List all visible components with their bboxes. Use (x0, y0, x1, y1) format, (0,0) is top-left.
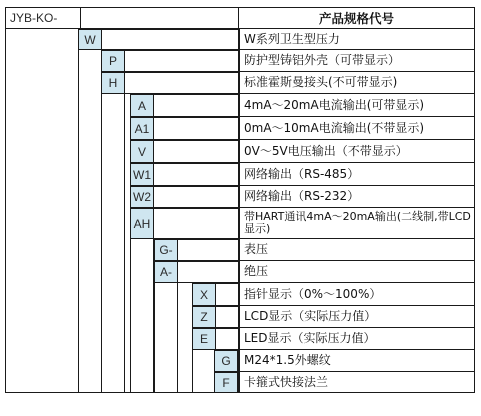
spec-description-cell: 防护型铸铝外壳（可带显示） (239, 50, 475, 72)
spec-code-cell: Z (192, 306, 216, 328)
spec-description-cell: 绝压 (239, 261, 475, 283)
row-indent (5, 350, 215, 372)
column-divider (101, 186, 102, 208)
spec-code-cell: V (130, 140, 154, 163)
row-spacer (216, 283, 239, 306)
table-header-title: 产品规格代号 (239, 7, 475, 29)
column-divider (101, 163, 102, 186)
column-divider (192, 350, 193, 372)
row-spacer (216, 328, 239, 350)
column-divider (124, 328, 125, 350)
spec-code-cell: G (214, 350, 238, 372)
column-divider (78, 372, 79, 393)
spec-description-cell: LCD显示（实际压力值） (239, 306, 475, 328)
column-divider (101, 372, 102, 393)
row-spacer (154, 186, 239, 208)
column-divider (177, 350, 178, 372)
row-indent (5, 117, 131, 140)
spec-description-cell: 指针显示（0%～100%） (239, 283, 475, 306)
row-spacer (154, 94, 239, 117)
row-indent (5, 50, 102, 72)
column-divider (124, 306, 125, 328)
column-divider (78, 50, 79, 72)
column-divider (78, 350, 79, 372)
model-prefix: JYB-KO- (5, 7, 81, 29)
column-divider (177, 283, 178, 306)
column-divider (124, 283, 125, 306)
column-divider (101, 328, 102, 350)
row-spacer (154, 208, 239, 239)
row-indent (5, 261, 155, 283)
spec-description-cell: LED显示（实际压力值） (239, 328, 475, 350)
column-divider (130, 261, 131, 283)
column-divider (154, 350, 155, 372)
column-divider (130, 350, 131, 372)
column-divider (124, 117, 125, 140)
column-divider (177, 328, 178, 350)
column-divider (101, 306, 102, 328)
column-divider (101, 261, 102, 283)
spec-code-cell: A (130, 94, 154, 117)
column-divider (177, 372, 178, 393)
spec-code-cell: W2 (130, 186, 154, 208)
column-divider (78, 283, 79, 306)
column-divider (124, 140, 125, 163)
column-divider (130, 306, 131, 328)
column-divider (154, 306, 155, 328)
row-spacer (178, 239, 239, 261)
row-spacer (216, 306, 239, 328)
spec-description-cell: M24*1.5外螺纹 (239, 350, 475, 372)
column-divider (78, 140, 79, 163)
column-divider (78, 239, 79, 261)
spec-code-cell: W (78, 29, 102, 50)
row-spacer (154, 163, 239, 186)
row-spacer (154, 117, 239, 140)
row-indent (5, 29, 79, 50)
spec-description-cell: 卡箍式快接法兰 (239, 372, 475, 393)
column-divider (78, 306, 79, 328)
column-divider (78, 328, 79, 350)
column-divider (101, 117, 102, 140)
row-indent (5, 306, 193, 328)
column-divider (101, 350, 102, 372)
column-divider (177, 306, 178, 328)
column-divider (124, 350, 125, 372)
column-divider (130, 283, 131, 306)
spec-description-cell: W系列卫生型压力 (239, 29, 475, 50)
spec-description-cell: 表压 (239, 239, 475, 261)
column-divider (130, 372, 131, 393)
column-divider (124, 94, 125, 117)
spec-code-cell: AH (130, 208, 154, 239)
row-spacer (125, 50, 239, 72)
column-divider (78, 72, 79, 94)
spec-description-cell: 网络输出（RS-232） (239, 186, 475, 208)
row-indent (5, 283, 193, 306)
column-divider (124, 261, 125, 283)
spec-code-table (5, 7, 475, 409)
column-divider (124, 163, 125, 186)
column-divider (101, 283, 102, 306)
column-divider (130, 328, 131, 350)
row-indent (5, 372, 215, 393)
column-divider (101, 94, 102, 117)
row-indent (5, 328, 193, 350)
header-blank (81, 7, 239, 29)
table-bottom-border (5, 392, 475, 393)
column-divider (101, 239, 102, 261)
spec-description-cell: 标准霍斯曼接头(不可带显示) (239, 72, 475, 94)
column-divider (154, 283, 155, 306)
spec-code-cell: P (101, 50, 125, 72)
column-divider (154, 372, 155, 393)
column-divider (124, 208, 125, 239)
column-divider (78, 261, 79, 283)
row-indent (5, 94, 131, 117)
row-indent (5, 140, 131, 163)
column-divider (192, 372, 193, 393)
spec-code-cell: X (192, 283, 216, 306)
row-indent (5, 239, 155, 261)
spec-description-cell: 0V～5V电压输出（不带显示） (239, 140, 475, 163)
column-divider (124, 372, 125, 393)
spec-code-cell: G- (154, 239, 178, 261)
column-divider (78, 163, 79, 186)
spec-description-cell: 带HART通讯4mA～20mA输出(二线制,带LCD显示) (239, 208, 475, 239)
spec-code-cell: E (192, 328, 216, 350)
spec-description-cell: 4mA～20mA电流输出(可带显示) (239, 94, 475, 117)
column-divider (154, 328, 155, 350)
column-divider (78, 94, 79, 117)
column-divider (78, 186, 79, 208)
column-divider (101, 208, 102, 239)
spec-code-cell: W1 (130, 163, 154, 186)
spec-code-cell: F (214, 372, 238, 393)
column-divider (124, 239, 125, 261)
column-divider (78, 117, 79, 140)
row-spacer (178, 261, 239, 283)
spec-code-cell: H (101, 72, 125, 94)
column-divider (130, 239, 131, 261)
column-divider (78, 208, 79, 239)
spec-code-cell: A1 (130, 117, 154, 140)
spec-code-cell: A- (154, 261, 178, 283)
row-spacer (125, 72, 239, 94)
row-indent (5, 163, 131, 186)
row-indent (5, 186, 131, 208)
column-divider (101, 140, 102, 163)
row-spacer (102, 29, 239, 50)
row-indent (5, 72, 102, 94)
row-indent (5, 208, 131, 239)
column-divider (124, 186, 125, 208)
row-spacer (154, 140, 239, 163)
spec-description-cell: 网络输出（RS-485） (239, 163, 475, 186)
spec-description-cell: 0mA～10mA电流输出(不带显示) (239, 117, 475, 140)
